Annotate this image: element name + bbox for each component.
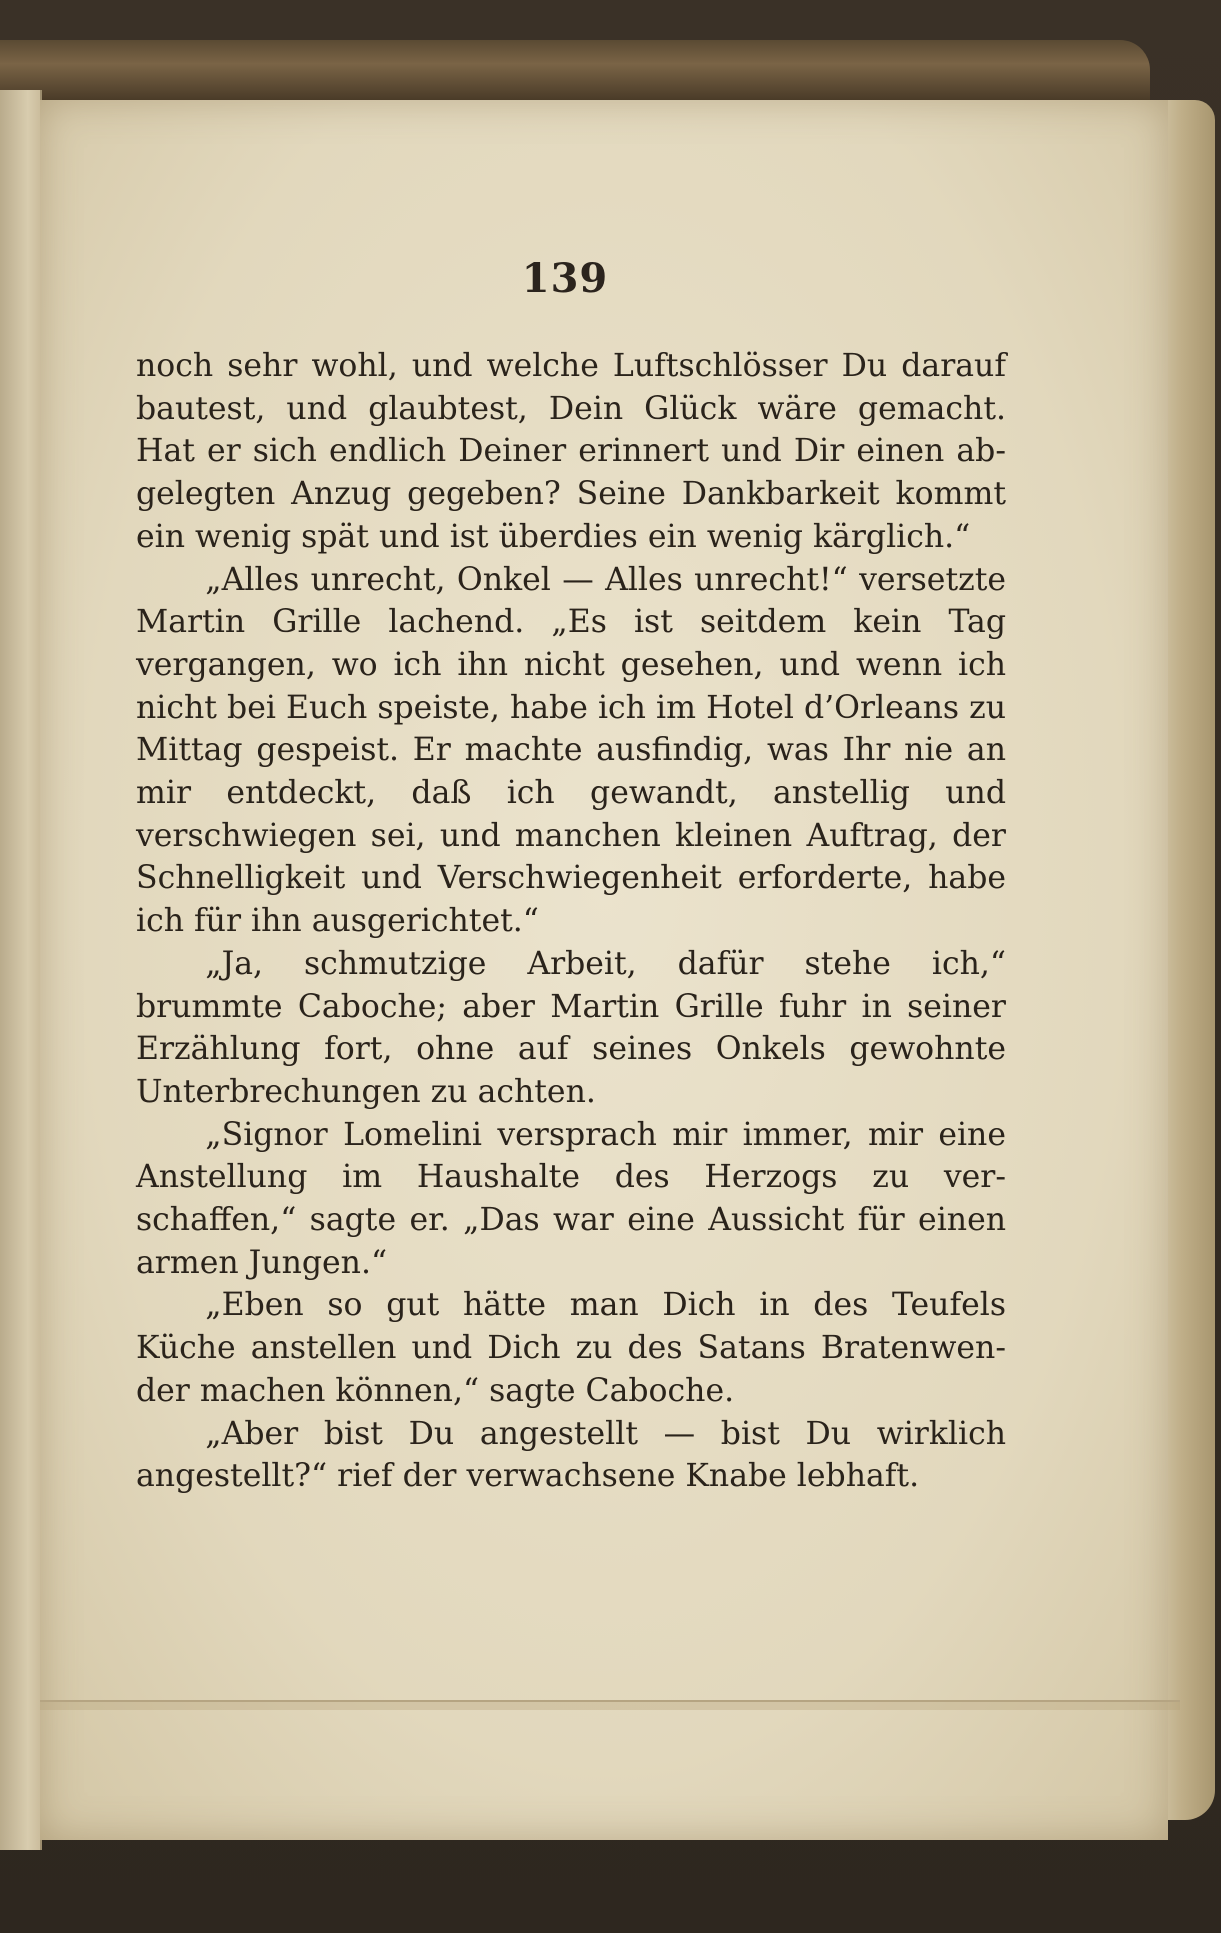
body-text xyxy=(136,345,1006,1498)
book-spine-edge xyxy=(0,40,1150,100)
paragraph: „Eben so gut hätte man Dich in des Teufels Küche anstellen und Dich zu des Satans Bratenwender machen können,“ sagte Caboche. xyxy=(136,1287,1006,1409)
paragraph: „Ja, schmutzige Arbeit, dafür stehe ich,“ brummte Caboche; aber Martin Grille fuhr in seiner Erzählung fort, ohne auf seines Onkels gewohnte Unterbrechungen zu achten. xyxy=(136,945,1006,1110)
page-number: 139 xyxy=(521,255,609,302)
paragraph: noch sehr wohl, und welche Luftschlösser Du darauf bautest, und glaubtest, Dein Glück wäre gemacht. Hat er sich endlich Deiner erinnert und Dir einen abgelegten Anzug gegeben? Seine Dankbarkeit kommt ein wenig spät und ist überdies ein wenig kärglich.“ xyxy=(136,348,1006,555)
page-bottom-border xyxy=(40,1700,1180,1710)
page-stack-edge xyxy=(1160,100,1215,1820)
previous-page-edge xyxy=(0,90,42,1850)
paragraph: „Signor Lomelini versprach mir immer, mir eine Anstellung im Haushalte des Herzogs zu verschaffen,“ sagte er. „Das war eine Aussicht für einen armen Jungen.“ xyxy=(136,1116,1006,1281)
paragraph: „Aber bist Du angestellt — bist Du wirklich angestellt?“ rief der verwachsene Knabe lebhaft. xyxy=(136,1415,1006,1495)
book-page xyxy=(40,100,1168,1840)
paragraph: „Alles unrecht, Onkel — Alles unrecht!“ versetzte Martin Grille lachend. „Es ist seitdem kein Tag vergangen, wo ich ihn nicht gesehen, und wenn ich nicht bei Euch speiste, habe ich im Hotel d’Orleans zu Mittag gespeist. Er machte ausfindig, was Ihr nie an mir entdeckt, daß ich gewandt, anstellig und verschwiegen sei, und manchen kleinen Auftrag, der Schnelligkeit und Verschwiegenheit erforderte, habe ich für ihn ausgerichtet.“ xyxy=(136,561,1006,940)
